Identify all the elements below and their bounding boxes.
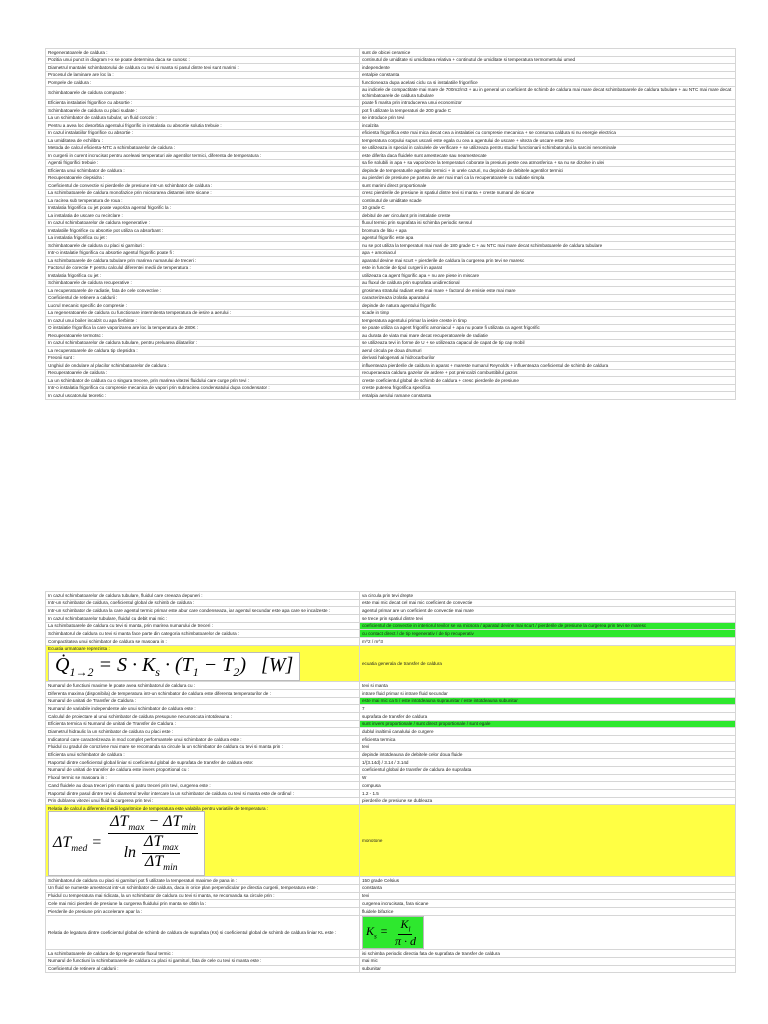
- table-row: [46, 884, 736, 892]
- question-cell: Raportul dintre pasul dintre tevi si diametrul tevilor intercare la un schimbator de caldura cu tevi si manta este de ordinul :: [46, 789, 360, 797]
- question-cell: La un schimbator de caldura tubular, un fluid coroziv :: [46, 114, 360, 122]
- answer-cell: se poate utiliza ca agent frigorific amoniacul + apa nu poate fi utilizata ca agent frigorific: [360, 324, 736, 332]
- table-row: [46, 645, 736, 682]
- answer-cell: nu se pot utiliza la temperaturi mai mari de 180 grade C + au NTC mai mare decat schimbatoarele de caldura tubulare: [360, 242, 736, 250]
- table-row: [46, 713, 736, 721]
- question-cell: Unghiul de ondulare al placilor schimbatoarelor de caldura :: [46, 362, 360, 370]
- answer-cell: temperatura corpului supus uscarii este egala cu cea a agentului de uscare + viteza de uscare este zero: [360, 137, 736, 145]
- table-row: [46, 272, 736, 280]
- answer-cell: este diferita daca fluidele sunt amestecate sau neamestecate: [360, 152, 736, 160]
- answer-cell: functioneaza dupa acelasi ciclu ca si instalatiile frigorifice: [360, 79, 736, 87]
- table-row: [46, 242, 736, 250]
- answer-cell: temperatura agentului primar la iesire creste in timp: [360, 317, 736, 325]
- table-row: [46, 122, 736, 130]
- question-cell: Numarul de functiuni la schimbatoarele de caldura cu placi si garnituri, fata de cele cu tevi si manta este :: [46, 957, 360, 965]
- answer-cell: pot fi utilizate la temperaturi de 200 grade C: [360, 107, 736, 115]
- question-cell: In cazul schimbatoarelor de caldura tubulare, fluidul care creeaza depuneri :: [46, 592, 360, 600]
- answer-cell: subunitar: [360, 965, 736, 973]
- answer-cell: cu contact direct / de tip regenerativ / de tip recuperativ: [360, 630, 736, 638]
- question-cell: Fluxul termic se masoara in :: [46, 774, 360, 782]
- question-cell: La instalatia frigorifica cu jet :: [46, 234, 360, 242]
- question-cell: Numarul de variabile independente ale unui schimbator de caldura este :: [46, 705, 360, 713]
- answer-cell: ecuatia generala de transfer de caldura: [360, 645, 736, 682]
- answer-cell: continutul de umiditate scade: [360, 197, 736, 205]
- table-row: [46, 736, 736, 744]
- question-cell: Instalatia frigorifica cu jet :: [46, 272, 360, 280]
- answer-cell: pierderile de presiune se dubleaza: [360, 797, 736, 805]
- table-row: [46, 324, 736, 332]
- answer-cell: isi schimba periodic directia fata de suprafata de transfer de caldura: [360, 950, 736, 958]
- answer-cell: 10 grade C: [360, 204, 736, 212]
- answer-cell: 7: [360, 705, 736, 713]
- answer-cell: independente: [360, 64, 736, 72]
- question-cell: Pozitia unui punct in diagram I-x se poate determina daca se cunosc :: [46, 56, 360, 64]
- table-row: [46, 915, 736, 950]
- answer-cell: recuperaeaza caldura gazelor de ardere + pot preincalzi combustibilul gazos: [360, 369, 736, 377]
- answer-cell: depinde de natura agentului frigorific: [360, 302, 736, 310]
- question-cell: Intr-un schimbator de caldura, coeficientul global de schimb de caldura :: [46, 599, 360, 607]
- table-row: [46, 86, 736, 99]
- question-cell: Intr-o instalatia frigorifica cu compresie mecanica de vapori prin subracirea condensatului dupa condensator :: [46, 384, 360, 392]
- answer-cell: entalpia aerului ramane constanta: [360, 392, 736, 400]
- table-row: [46, 907, 736, 915]
- answer-cell: 150 grade Celsius: [360, 877, 736, 885]
- answer-cell: se introduce prin tevi: [360, 114, 736, 122]
- table-row: [46, 743, 736, 751]
- question-cell: O instalatie frigorifica la care vaporizarea are loc la temperatura de 280K :: [46, 324, 360, 332]
- answer-cell: este mai mic decat cel mai mic coeficient de convectie: [360, 599, 736, 607]
- question-cell: Cele mai mici pierderi de presiune la curgerea fluidului prin manta se obtin la :: [46, 900, 360, 908]
- question-cell: Eficienta unui schimbator de caldura :: [46, 751, 360, 759]
- question-cell: La instalatia de uscare cu recirclare :: [46, 212, 360, 220]
- answer-cell: fluxul termic prin suprafata isi schimba periodic sensul: [360, 219, 736, 227]
- answer-cell: creste coeficientul global de schimb de caldura + cresc pierderile de presiune: [360, 377, 736, 385]
- qa-table-1: [45, 48, 736, 400]
- answer-cell: tevi: [360, 892, 736, 900]
- heat-transfer-formula: $Q̇_{1\to 2} = S \cdot K_s \cdot (T_1 - T_2)$ [W]: [48, 652, 300, 681]
- question-cell: La umiditatea de echilibru :: [46, 137, 360, 145]
- question-cell: La regeneratoarele de caldura cu functionare intermitenta temperatura de iesire a aerului :: [46, 309, 360, 317]
- table-row: [46, 49, 736, 57]
- answer-cell: grosimea stratului radiant este mai mare + factorul de emisie este mai mare: [360, 287, 736, 295]
- table-row: [46, 965, 736, 973]
- question-cell: Prin dublarea vitezei unui fluid la curgerea prin tevi :: [46, 797, 360, 805]
- question-cell: Schimbatoarele de caldura recuperative :: [46, 279, 360, 287]
- question-cell: Compactitatea unui schimbator de caldura se masoara in :: [46, 638, 360, 646]
- answer-cell: tevi: [360, 743, 736, 751]
- answer-cell: continutul de umiditate si umiditatea relativa + continutul de umiditate si temperatura termometrului umed: [360, 56, 736, 64]
- question-cell: [46, 805, 360, 877]
- table-row: [46, 79, 736, 87]
- table-row: [46, 287, 736, 295]
- answer-cell: 1.2 - 1.5: [360, 789, 736, 797]
- answer-cell: aerul circula pe doua drumuri: [360, 347, 736, 355]
- question-cell: Intr-o instalatie frigorifica cu absortie agentul frigorific poate fi :: [46, 249, 360, 257]
- table-row: [46, 347, 736, 355]
- table-row: [46, 720, 736, 728]
- answer-cell: sunt marimi direct proportionale: [360, 182, 736, 190]
- table-row: [46, 690, 736, 698]
- answer-cell: [360, 915, 736, 950]
- question-cell: Coeficientul de convectie si pierderile de presiune intr-un schimbator de caldura :: [46, 182, 360, 190]
- answer-cell: se utilizeaza tevi in forme de U + se utilizeaza capacul de capat de tip cap mobil: [360, 339, 736, 347]
- table-row: [46, 197, 736, 205]
- answer-cell: cresc pierderile de presiune in spatiul dintre tevi si manta + creste numarul de sicane: [360, 189, 736, 197]
- answer-cell: va circula prin tevi drepte: [360, 592, 736, 600]
- question-cell: Eficienta termica si Numarul de unitati de Transfer de Caldura :: [46, 720, 360, 728]
- table-row: [46, 309, 736, 317]
- answer-cell: caracterizeaza izolatia aparatului: [360, 294, 736, 302]
- table-row: [46, 682, 736, 690]
- table-row: [46, 332, 736, 340]
- table-row: [46, 152, 736, 160]
- table-row: [46, 638, 736, 646]
- question-cell: La racirea sub temperatura de roua :: [46, 197, 360, 205]
- table-row: [46, 56, 736, 64]
- question-cell: In cazul schimbatoarelor de caldura tubulare, pentru preluarea dilatarilor :: [46, 339, 360, 347]
- question-cell: Pentru a avea loc desorbtia agentului frigorific in instalatia cu absortie solutia trebuie :: [46, 122, 360, 130]
- question-cell: [46, 645, 360, 682]
- table-row: [46, 384, 736, 392]
- question-cell: Raportul dintre coeficientul global liniar si coeficientul global de suprafata de transfer de caldura este:: [46, 759, 360, 767]
- answer-cell: sunt de obicei ceramice: [360, 49, 736, 57]
- question-cell: Coeficientul de retinere a caldurii :: [46, 294, 360, 302]
- answer-cell: intrare fluid primar si intrare fluid secundar: [360, 690, 736, 698]
- answer-cell: W: [360, 774, 736, 782]
- answer-cell: coeficientul global de transfer de caldura de suprafata: [360, 766, 736, 774]
- answer-cell: eficienta termica: [360, 736, 736, 744]
- answer-cell: scade in timp: [360, 309, 736, 317]
- question-cell: In curgerii in curent incrucisat pentru aceleasi temperaturi ale agentilor termici, diferenta de temperatura :: [46, 152, 360, 160]
- answer-cell: este mai mic ca 5 / este intotdeauna supraunitar / este intotdeauna subunitar: [360, 697, 736, 705]
- answer-cell: este in functie de tipul curgerii in aparat: [360, 264, 736, 272]
- answer-cell: apa + amoniacul: [360, 249, 736, 257]
- question-cell: Schimbatoarele de caldura cu placi si garnituri :: [46, 242, 360, 250]
- question-cell: Schimbatorul de caldura cu placi si garnituri pot fi utilizate la temperaturi maxime de pana in :: [46, 877, 360, 885]
- question-cell: Schimbatoarele de caldura compacte :: [46, 86, 360, 99]
- table-row: [46, 129, 736, 137]
- question-cell: La schimbatoarele de caldura monofazice prin micsorarea distantei intre sicane :: [46, 189, 360, 197]
- table-row: [46, 592, 736, 600]
- answer-cell: incalzita: [360, 122, 736, 130]
- table-row: [46, 697, 736, 705]
- table-row: [46, 797, 736, 805]
- question-cell: Fluidul cu temperatura mai ridicata, la un schimbator de caldura cu tevi si manta, se recomanda sa circule prin :: [46, 892, 360, 900]
- question-cell: Instalatia frigorifica cu jet poate vaporiza agentul frigorific la :: [46, 204, 360, 212]
- answer-cell: bromura de litiu + apa: [360, 227, 736, 235]
- answer-cell: agentul frigorific este apa: [360, 234, 736, 242]
- answer-cell: dublul inaltimii canalului de curgere: [360, 728, 736, 736]
- table-row: [46, 234, 736, 242]
- table-row: [46, 622, 736, 630]
- question-cell: La un schimbator de caldura cu o singura trecere, prin marirea vitezei fluidului care curge prin tevi :: [46, 377, 360, 385]
- question-cell: In cazul schimbatoarelor de caldura regenerative :: [46, 219, 360, 227]
- table-row: [46, 751, 736, 759]
- table-row: [46, 204, 736, 212]
- answer-cell: aparatul devine mai scurt + pierderile de caldura la curgerea prin tevi se maresc: [360, 257, 736, 265]
- answer-cell: depinde intotdeauna de debitele celor doua fluide: [360, 751, 736, 759]
- table-row: [46, 137, 736, 145]
- table-row: [46, 607, 736, 615]
- table-row: [46, 957, 736, 965]
- question-cell: Indicatorul care caracterizeaza in mod complet performantele unui schimbator de caldura este :: [46, 736, 360, 744]
- table-row: [46, 782, 736, 790]
- answer-cell: compusa: [360, 782, 736, 790]
- table-row: [46, 302, 736, 310]
- question-cell: In cazul uscatorului teoretic :: [46, 392, 360, 400]
- answer-cell: au indicele de compactitate mai mare de 700m2/m3 + au in general un coeficient de schimb de caldura mai mare decat schimbatoarele de caldura tubulare + au NTC mai mare decat schimbatoarele de caldura tubulare: [360, 86, 736, 99]
- answer-cell: agentul primar are un coeficient de convectie mai mare: [360, 607, 736, 615]
- answer-cell: tevi si manta: [360, 682, 736, 690]
- answer-cell: se utilizeaza in special in calculele de verificare + se utilizeaza pentru studiul functionarii schimbatorului la sarcini nenominale: [360, 144, 736, 152]
- lmtd-formula: $\Delta T_{med}$ = $\Delta T_{max} - \Delta T_{min}$ ln $\frac{\Delta T_{max}}{\Delta T_{min}}$: [48, 811, 205, 875]
- answer-cell: curgerea incrucisata, fara sicane: [360, 900, 736, 908]
- question-cell: Instalatiile frigorifice cu absortie pot utiliza ca absorbant :: [46, 227, 360, 235]
- answer-cell: se trece prin spatiul dintre tevi: [360, 615, 736, 623]
- question-cell: In cazul schimbatoarelor tubulare, fluidul cu debit mai mic :: [46, 615, 360, 623]
- table-row: [46, 212, 736, 220]
- question-cell: In cazul unui boiler incalzit cu apa fierbinte :: [46, 317, 360, 325]
- table-row: [46, 789, 736, 797]
- question-text: Relatia de calcul a diferentei medii logaritmice de temperatura este valabila pentru variatiile de temperatura :: [48, 805, 269, 811]
- question-cell: Intr-un schimbator de caldura la care agentul termic primar este abur care condenseaza, iar agentul secundar este apa care se incalzeste :: [46, 607, 360, 615]
- question-cell: Diametrul hidraulic la un schimbator de caldura cu placi este :: [46, 728, 360, 736]
- answer-cell: influenteaza pierderile de caldura in aparat + mareste numarul Reynolds + influenteaza coeficientul de schimb de caldura: [360, 362, 736, 370]
- question-cell: Diferenta maxima (disponibila) de temperatura intr-un schimbator de caldura este diferenta temperaturilor de :: [46, 690, 360, 698]
- table-row: [46, 728, 736, 736]
- question-cell: Fluidul cu gradul de corozivne mai mare se recomanda sa circule la un schimbator de caldura cu tevi si manta prin :: [46, 743, 360, 751]
- table-row: [46, 144, 736, 152]
- table-row: [46, 705, 736, 713]
- answer-cell: constanta: [360, 884, 736, 892]
- question-cell: Regeneratoarele de caldura :: [46, 49, 360, 57]
- answer-cell: au durata de viata mai mare decat recuperatoarele de radiatie: [360, 332, 736, 340]
- question-cell: Schimbatoarele de caldura cu placi sudate :: [46, 107, 360, 115]
- table-row: [46, 377, 736, 385]
- answer-cell: mai mic: [360, 957, 736, 965]
- answer-cell: sunt invers proportionale / sunt direct proportionale / sunt egale: [360, 720, 736, 728]
- table-row: [46, 114, 736, 122]
- answer-cell: coeficientul de convectie in interiorul tevilor se va micsora / aparatul devine mai scurt / pierderile de presiune la curgerea prin tevi se maresc: [360, 622, 736, 630]
- ks-formula: $K_s$ = $\frac{K_l}{\pi \cdot d}$: [362, 916, 424, 949]
- question-cell: Recuperatoarele de caldura :: [46, 369, 360, 377]
- table-row: [46, 249, 736, 257]
- answer-cell: au fluxul de caldura prin suprafata unidirectional: [360, 279, 736, 287]
- table-row: [46, 599, 736, 607]
- table-row: [46, 317, 736, 325]
- table-row: [46, 774, 736, 782]
- question-cell: Metoda de calcul eficienta-NTC a schimbatoarelor de caldura :: [46, 144, 360, 152]
- question-cell: Numarul de unitati de Transfer de Caldura :: [46, 697, 360, 705]
- table-row: [46, 362, 736, 370]
- table-row: [46, 759, 736, 767]
- answer-cell: monotone: [360, 805, 736, 877]
- question-cell: Pierderile de presiune prin accelerare apar la :: [46, 907, 360, 915]
- question-cell: Recuperatoarele clepsidra :: [46, 174, 360, 182]
- question-cell: Coeficientul de retinere al caldurii :: [46, 965, 360, 973]
- table-row: [46, 805, 736, 877]
- table-row: [46, 99, 736, 107]
- table-row: [46, 64, 736, 72]
- question-cell: Pompele de caldura :: [46, 79, 360, 87]
- question-cell: Agentii frigorifici trebuie :: [46, 159, 360, 167]
- table-row: [46, 174, 736, 182]
- table-row: [46, 630, 736, 638]
- answer-cell: derivati halogenati ai hidrocarburilor: [360, 354, 736, 362]
- answer-cell: fluidele bifazice: [360, 907, 736, 915]
- question-cell: La schimbatoarele de caldura de tip regenerativ fluxul termic :: [46, 950, 360, 958]
- question-cell: Recuperatoarele termotsc :: [46, 332, 360, 340]
- table-row: [46, 615, 736, 623]
- question-cell: La recuperatoarele de radiatie, fata de cele convective :: [46, 287, 360, 295]
- question-cell: Freonii sunt :: [46, 354, 360, 362]
- table-row: [46, 900, 736, 908]
- question-cell: Relatia de legatura dintre coeficientul global de schimb de caldura de suprafata (Ks) si coeficientul global de schimb de caldura liniar KL este :: [46, 915, 360, 950]
- table-row: [46, 892, 736, 900]
- table-row: [46, 257, 736, 265]
- question-cell: Un fluid se numeste amestecat intr-un schimbator de caldura, daca in orice plan perpendicular pe directia curgerii, temperatura este :: [46, 884, 360, 892]
- answer-cell: debitul de aer circulant prin instalatie creste: [360, 212, 736, 220]
- table-row: [46, 182, 736, 190]
- table-row: [46, 392, 736, 400]
- question-cell: Numarul de functiuni maxime le poate avea schimbatorul de caldura cu :: [46, 682, 360, 690]
- question-cell: La schimbatoarele de caldura cu tevi si manta, prin marirea numarului de treceri :: [46, 622, 360, 630]
- answer-cell: 1/(3.14d) / 3.14 / 3.14d: [360, 759, 736, 767]
- question-cell: Factorul de corectie F pentru calculul diferentei medii de temperatura :: [46, 264, 360, 272]
- table-row: [46, 107, 736, 115]
- table-row: [46, 264, 736, 272]
- question-cell: Calculul de proiectare al unui schimbator de caldura presupune necunoscuta intotdeauna :: [46, 713, 360, 721]
- question-cell: Numarul de unitati de transfer de caldura este invers proportional cu :: [46, 766, 360, 774]
- question-cell: La recuperatoarele de caldura tip clepsidra :: [46, 347, 360, 355]
- table-row: [46, 167, 736, 175]
- answer-cell: depinde de temperaturile agentilor termici + in urele cazuri, nu depinde de debitele agentilor termici: [360, 167, 736, 175]
- table-row: [46, 354, 736, 362]
- table-row: [46, 219, 736, 227]
- table-row: [46, 189, 736, 197]
- table-row: [46, 279, 736, 287]
- answer-cell: sa fie solubili in apa + sa vaporizeze la temperaturi coborate la presiuni peste cea atmosferica + sa nu se dizolve in ulei: [360, 159, 736, 167]
- question-cell: La schimbatoarele de caldura tubulare prin marirea numarului de treceri :: [46, 257, 360, 265]
- answer-cell: suprafata de transfer de caldura: [360, 713, 736, 721]
- table-row: [46, 159, 736, 167]
- table-row: [46, 766, 736, 774]
- answer-cell: au pierderi de presiune pe partea de aer mai mari ca la recuperatoarele cu radiatie simpla: [360, 174, 736, 182]
- question-cell: Schimbatorul de caldura cu tevi si manta face parte din categoria schimbatoarelor de caldura :: [46, 630, 360, 638]
- qa-table-2: [45, 591, 736, 973]
- answer-cell: m^2 / m^3: [360, 638, 736, 646]
- table-row: [46, 877, 736, 885]
- table-row: [46, 227, 736, 235]
- question-cell: Diametrul mantalei schimbatorului de caldura cu tevi si manta si pasul dintre tevi sunt marimi :: [46, 64, 360, 72]
- answer-cell: poate fi marita prin introducerea unui economizor: [360, 99, 736, 107]
- table-row: [46, 294, 736, 302]
- answer-cell: entalpie constanta: [360, 71, 736, 79]
- table-row: [46, 950, 736, 958]
- answer-cell: utilizeaza ca agent frigorific apa + nu are piese in miscare: [360, 272, 736, 280]
- question-text: Ecuatia urmatoare reprezinta :: [48, 646, 110, 652]
- table-row: [46, 71, 736, 79]
- question-cell: Cand fluidele au doua treceri prin manta si patru treceri prin tevi, curgerea este :: [46, 782, 360, 790]
- question-cell: Eficienta unui schimbator de caldura :: [46, 167, 360, 175]
- question-cell: Procesul de laminare are loc la :: [46, 71, 360, 79]
- answer-cell: creste puterea frigorifica specifica: [360, 384, 736, 392]
- question-cell: Eficienta instalatiei frigorifice cu absortie :: [46, 99, 360, 107]
- table-row: [46, 369, 736, 377]
- table-row: [46, 339, 736, 347]
- question-cell: Lucrul mecanic specific de compresie :: [46, 302, 360, 310]
- question-cell: In cazul instalatiilor frigorifice cu absortie :: [46, 129, 360, 137]
- answer-cell: eficienta frigorifica este mai mica decat cea a instalatiei cu compresie mecanica + se consuma caldura si nu energie electrica: [360, 129, 736, 137]
